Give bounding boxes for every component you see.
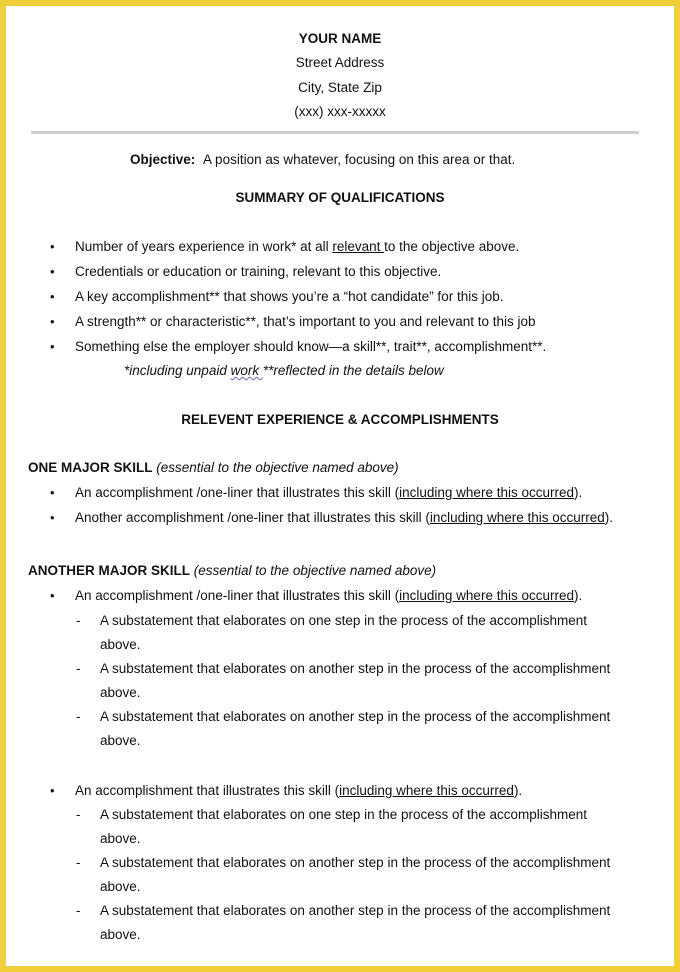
item-text: ). xyxy=(604,510,613,525)
occurred-link[interactable]: including where this occurred xyxy=(399,588,574,603)
skill2-item xyxy=(75,783,522,798)
substatement-line: A substatement that elaborates on one step in the process of the accomplishment xyxy=(100,807,588,822)
bullet-glyph: • xyxy=(50,510,55,525)
item-text: ). xyxy=(573,588,583,603)
bullet-glyph: • xyxy=(50,289,55,304)
dash-glyph: - xyxy=(76,709,81,724)
summary-item xyxy=(75,239,519,254)
substatement-line: A substatement that elaborates on another step in the process of the accomplishment xyxy=(100,903,611,918)
item-text: An accomplishment that illustrates this skill ( xyxy=(75,783,340,798)
summary-item: Credentials or education or training, relevant to this objective. xyxy=(75,264,442,279)
header-divider xyxy=(31,131,639,134)
skill2-title: ANOTHER MAJOR SKILL xyxy=(28,563,190,578)
skill1-title: ONE MAJOR SKILL xyxy=(28,460,153,475)
summary-item: A strength** or characteristic**, that’s important to you and relevant to this job xyxy=(75,314,536,329)
bullet-glyph: • xyxy=(50,485,55,500)
objective-text: A position as whatever, focusing on this area or that. xyxy=(203,152,516,167)
relevant-link[interactable]: relevant xyxy=(332,239,385,254)
phone-number: (xxx) xxx-xxxxx xyxy=(294,104,386,119)
item-text: ). xyxy=(513,783,523,798)
city-state-zip: City, State Zip xyxy=(298,80,382,95)
dash-glyph: - xyxy=(76,903,81,918)
occurred-link[interactable]: including where this occurred xyxy=(429,510,605,525)
skill1-subtitle: (essential to the objective named above) xyxy=(156,460,399,475)
item-text: An accomplishment /one-liner that illustrates this skill ( xyxy=(75,588,400,603)
item-text: ). xyxy=(573,485,583,500)
skill1-item xyxy=(75,485,582,500)
item-text: An accomplishment /one-liner that illustrates this skill ( xyxy=(75,485,400,500)
substatement-line: A substatement that elaborates on another step in the process of the accomplishment xyxy=(100,709,611,724)
occurred-link[interactable]: including where this occurred xyxy=(399,485,574,500)
skill1-heading xyxy=(28,460,399,475)
bullet-glyph: • xyxy=(50,264,55,279)
summary-note xyxy=(124,363,444,378)
substatement-line: above. xyxy=(100,879,141,894)
substatement-line: above. xyxy=(100,637,141,652)
bullet-glyph: • xyxy=(50,783,55,798)
bullet-glyph: • xyxy=(50,588,55,603)
dash-glyph: - xyxy=(76,807,81,822)
experience-heading: RELEVENT EXPERIENCE & ACCOMPLISHMENTS xyxy=(181,412,499,427)
objective-line xyxy=(130,152,515,167)
summary-heading: SUMMARY OF QUALIFICATIONS xyxy=(235,190,445,205)
note-text: *including unpaid xyxy=(124,363,231,378)
summary-item-text: Number of years experience in work* at all xyxy=(75,239,333,254)
substatement-line: above. xyxy=(100,831,141,846)
note-wavy-word: work xyxy=(230,363,263,378)
substatement-line: above. xyxy=(100,927,141,942)
objective-label: Objective: xyxy=(130,152,196,167)
bullet-glyph: • xyxy=(50,339,55,354)
dash-glyph: - xyxy=(76,855,81,870)
street-address: Street Address xyxy=(295,55,385,70)
substatement-line: A substatement that elaborates on another step in the process of the accomplishment xyxy=(100,661,611,676)
note-text: **reflected in the details below xyxy=(262,363,444,378)
resume-name: YOUR NAME xyxy=(298,31,382,46)
summary-item: A key accomplishment** that shows you’re a “hot candidate” for this job. xyxy=(75,289,504,304)
substatement-line: above. xyxy=(100,685,141,700)
bullet-glyph: • xyxy=(50,239,55,254)
substatement-line: A substatement that elaborates on another step in the process of the accomplishment xyxy=(100,855,611,870)
bullet-glyph: • xyxy=(50,314,55,329)
occurred-link[interactable]: including where this occurred xyxy=(339,783,514,798)
dash-glyph: - xyxy=(76,661,81,676)
substatement-line: A substatement that elaborates on one step in the process of the accomplishment xyxy=(100,613,588,628)
skill2-item xyxy=(75,588,582,603)
skill2-heading xyxy=(28,563,436,578)
dash-glyph: - xyxy=(76,613,81,628)
substatement-line: above. xyxy=(100,733,141,748)
item-text: Another accomplishment /one-liner that illustrates this skill ( xyxy=(75,510,430,525)
summary-item-text: to the objective above. xyxy=(384,239,520,254)
skill1-item xyxy=(75,510,613,525)
summary-item: Something else the employer should know—a skill**, trait**, accomplishment**. xyxy=(75,339,547,354)
skill2-subtitle: (essential to the objective named above) xyxy=(193,563,437,578)
resume-page xyxy=(6,6,674,966)
